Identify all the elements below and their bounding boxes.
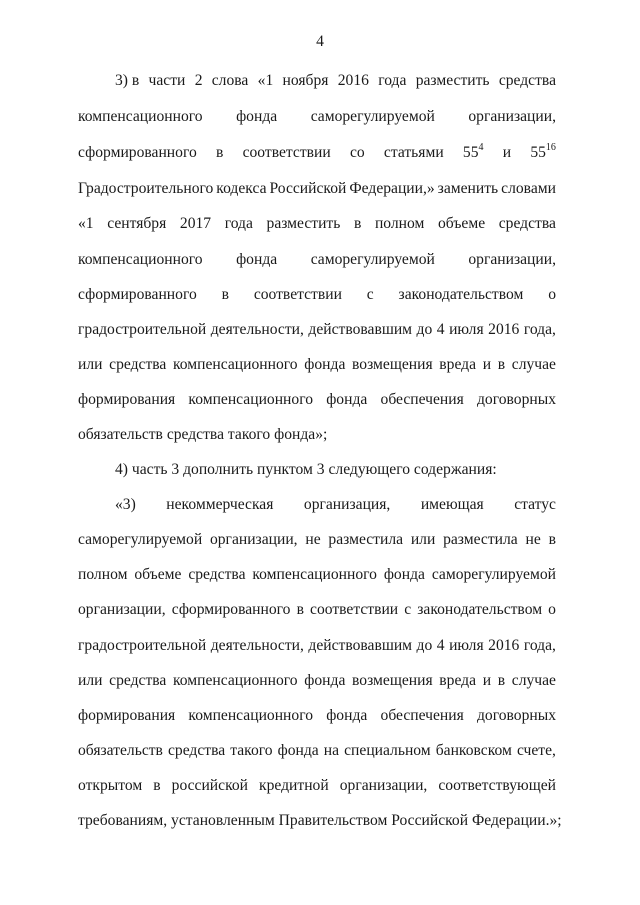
word: 2 [194,72,203,89]
word: деятельности, [210,321,304,338]
word: компенсационного [78,251,203,268]
text-line [78,390,556,410]
word: о [548,601,556,618]
word: фонда [277,742,319,759]
word: имеющая [420,496,484,513]
word: градостроительной [78,637,207,654]
word: организации, [209,531,298,548]
superscript: 16 [545,141,556,153]
word: сформированного [171,601,291,618]
word: с [404,601,412,618]
text-line [78,143,556,163]
text-line [78,285,556,305]
word: 4 [436,321,445,338]
word: в [497,672,506,689]
word: компенсационного [173,356,298,373]
text-line: 4) часть 3 дополнить пунктом 3 следующего содержания: [115,461,497,478]
word: полном [78,566,128,583]
word: разместить [266,215,341,232]
word: специальном [344,742,431,759]
word: возмещения [352,672,433,689]
word: 2016 [488,321,520,338]
word: июля [449,637,484,654]
word: вреда [439,672,477,689]
word: до [416,321,433,338]
word: законодательством [417,601,543,618]
word: сентября [107,215,167,232]
word: и [482,356,492,373]
word: 2016 [488,637,520,654]
text-line [78,355,556,375]
word: разместила [328,531,404,548]
word: ноября [282,72,329,89]
word: статус [514,496,556,513]
superscript: 4 [478,141,484,153]
word: саморегулируемой [78,531,203,548]
word: 2017 [179,215,212,232]
word: фонда [383,566,425,583]
word: 2016 [337,72,369,89]
word: компенсационного [173,672,298,689]
word: средства [109,672,167,689]
word: объеме [134,566,182,583]
word: градостроительной [78,321,207,338]
word: компенсационного [252,566,377,583]
word: года [378,72,407,89]
word: кодекса [216,180,267,197]
word: действовавшим [308,637,413,654]
word: организации, [339,777,428,794]
word: года [224,215,253,232]
word: или [78,356,103,373]
word: средства [188,566,246,583]
text-line [78,741,556,761]
word: фонда [304,356,346,373]
word: формирования [78,391,176,408]
word: со [349,144,365,161]
word: «3) [115,496,136,513]
word: Градостроительного [78,180,214,197]
word: Федерации,» [349,180,435,197]
word: не [305,531,321,548]
word: в [221,286,229,303]
word: и [502,144,512,161]
word: о [548,286,556,303]
word: в [353,215,362,232]
word: обязательств [78,742,163,759]
word: некоммерческая [166,496,274,513]
word: статьями [383,144,444,161]
word: обеспечения [380,707,464,724]
word: формирования [78,707,176,724]
word: средства [109,356,167,373]
word: соответствии [242,144,331,161]
word: заменить [437,180,499,197]
text-line [78,600,556,620]
word: компенсационного [188,707,313,724]
word: слова [211,72,249,89]
word: соответствующей [438,777,556,794]
text-line [78,565,556,585]
word: организации, [78,601,166,618]
word: соответствии [310,601,399,618]
word: фонда [326,391,368,408]
word: $55^{16}$ [530,141,556,161]
word: или [78,672,103,689]
word: сформированного [78,286,197,303]
text-line [78,706,556,726]
word: с [366,286,374,303]
word: разместить [415,72,490,89]
word: фонда [236,251,278,268]
word: случае [511,672,556,689]
word: организация, [303,496,391,513]
word: российской [171,777,249,794]
word: банковском [435,742,512,759]
word: июля [449,321,484,338]
word: средства [498,215,556,232]
word: словами [501,180,556,197]
word: и [482,672,492,689]
word: обеспечения [380,391,464,408]
word: кредитной [259,777,329,794]
word: деятельности, [210,637,304,654]
word: действовавшим [308,321,413,338]
word: открытом [78,777,143,794]
word: компенсационного [78,108,203,125]
word: до [416,637,433,654]
word: в [497,356,506,373]
word: на [323,742,340,759]
word: соответствии [253,286,342,303]
word: разместила [443,531,518,548]
word: в [548,531,556,548]
text-line [78,636,556,656]
word: средства [167,742,226,759]
word: части [148,72,186,89]
word: организации, [468,251,556,268]
text-line [115,71,556,91]
word: 4 [436,637,445,654]
text-line: обязательств средства такого фонда»; [78,426,328,443]
word: саморегулируемой [431,566,556,583]
page-number: 4 [316,33,324,50]
word: полном [374,215,425,232]
word: такого [230,742,273,759]
word: фонда [236,108,278,125]
word: сформированного [78,144,197,161]
text-line: требованиям, установленным Правительством Российской Федерации.»; [78,812,562,829]
word: счете, [516,742,556,759]
word: «1 [257,72,274,89]
word: не [525,531,541,548]
word: вреда [439,356,477,373]
text-line [115,495,556,515]
word: в [153,777,161,794]
text-line [78,179,556,199]
word: законодательством [398,286,524,303]
word: возмещения [352,356,433,373]
text-line [78,776,556,796]
text-line [78,107,556,127]
word: года, [523,637,556,654]
word: объеме [438,215,486,232]
word: фонда [326,707,368,724]
text-line [78,250,556,270]
word: саморегулируемой [310,251,435,268]
text-line [78,214,556,234]
word: организации, [468,108,556,125]
word: саморегулируемой [310,108,435,125]
text-line [78,671,556,691]
text-line [78,320,556,340]
word: договорных [476,707,556,724]
word: или [410,531,436,548]
word: $55^4$ [462,141,484,161]
word: договорных [476,391,556,408]
word: «1 [78,215,94,232]
word: в [215,144,224,161]
word: Российской [269,180,347,197]
word: 3) в [115,72,140,89]
text-line [78,530,556,550]
word: компенсационного [188,391,313,408]
word: средства [498,72,556,89]
word: года, [523,321,556,338]
word: в [296,601,304,618]
word: случае [511,356,556,373]
word: фонда [304,672,346,689]
